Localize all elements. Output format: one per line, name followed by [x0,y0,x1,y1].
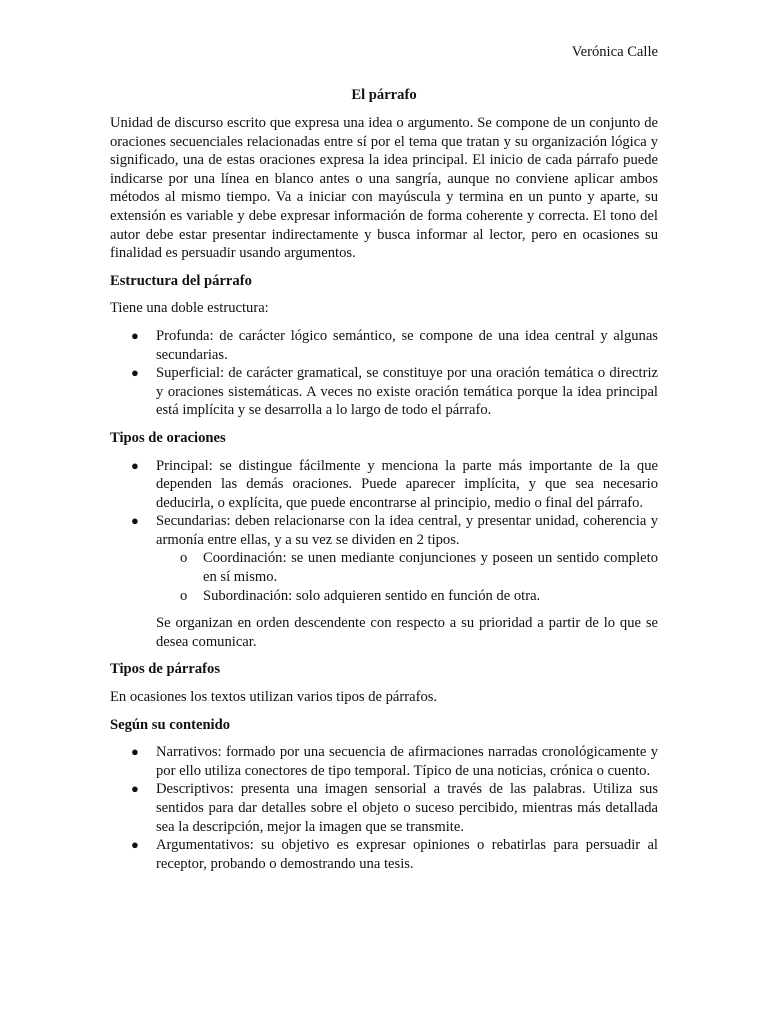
structure-heading: Estructura del párrafo [110,272,252,289]
list-item [110,780,658,836]
list-item [110,743,658,780]
list-item-text: Profunda: de carácter lógico semántico, se compone de una idea central y algunas secundarias. [156,327,658,363]
paragraph-types-heading: Tipos de párrafos [110,661,221,678]
document-body [110,114,658,882]
list-item [110,327,658,364]
bullet-icon: ● [131,837,139,853]
list-item-text: Superficial: de carácter gramatical, se constituye por una oración temática o directriz y oraciones sistemáticas. A veces no existe oración temática porque la idea principal está implícita y se desarrolla a lo largo de todo el párrafo. [156,365,658,419]
sentence-types-heading: Tipos de oraciones [110,429,226,446]
bullet-icon: ● [131,513,139,529]
list-item-text: Principal: se distingue fácilmente y menciona la parte más importante de la que dependen las demás oraciones. Puede aparecer implícita, y que sea necesario deducirla, o explícita, que puede encontrarse al principio, medio o final del párrafo. [156,457,658,511]
structure-list [110,327,658,420]
list-item [110,512,658,651]
document-title: El párrafo [351,87,417,103]
sub-list-item [156,587,658,606]
bullet-icon: ● [131,744,139,760]
bullet-icon: ● [131,781,139,797]
sentence-types-note: Se organizan en orden descendente con respecto a su prioridad a partir de lo que se desea comunicar. [156,615,658,650]
list-item-text: Secundarias: deben relacionarse con la idea central, y presentar unidad, coherencia y armonía entre ellas, y a su vez se dividen en 2 tipos. [156,513,658,548]
circle-bullet-icon: o [180,587,188,604]
by-content-list [110,743,658,873]
list-item-text: Argumentativos: su objetivo es expresar opiniones o rebatirlas para persuadir al receptor, probando o demostrando una tesis. [156,837,658,872]
list-item [110,364,658,420]
bullet-icon: ● [131,327,139,343]
structure-lead: Tiene una doble estructura: [110,300,269,317]
list-item-text: Narrativos: formado por una secuencia de afirmaciones narradas cronológicamente y por ello utiliza conectores de tipo temporal. Típico de una noticias, crónica o cuento. [156,744,658,779]
sub-list-item-text: Subordinación: solo adquieren sentido en función de otra. [203,587,541,604]
sentence-types-list [110,457,658,652]
paragraph-types-lead: En ocasiones los textos utilizan varios tipos de párrafos. [110,689,438,706]
sub-list-item [156,549,658,586]
intro-paragraph: Unidad de discurso escrito que expresa una idea o argumento. Se compone de un conjunto de oraciones secuenciales relacionadas entre sí por el tema que tratan y su organización lógica y significado, una de estas oraciones expresa la idea principal. El inicio de cada párrafo puede indicarse por una línea en blanco antes o una sangría, aunque no conviene aplicar ambos métodos al mismo tiempo. Va a iniciar con mayúscula y termina en un punto y aparte, su extensión es variable y debe expresar información de forma coherente y correcta. El tono del autor debe estar presentar indirectamente y busca informar al lector, pero en ocasiones su finalidad es persuadir usando argumentos. [110,115,658,262]
sub-list-item-text: Coordinación: se unen mediante conjunciones y poseen un sentido completo en sí mismo. [203,550,658,586]
bullet-icon: ● [131,457,139,473]
author-name: Verónica Calle [571,44,658,60]
list-item-text: Descriptivos: presenta una imagen sensorial a través de las palabras. Utiliza sus sentidos para dar detalles sobre el objeto o suceso percibido, mientras más detallada sea la descripción, mejor la imagen que se transmite. [156,781,658,835]
bullet-icon: ● [131,365,139,381]
sentence-subtypes-list [156,549,658,605]
list-item [110,836,658,873]
circle-bullet-icon: o [180,550,188,567]
by-content-heading: Según su contenido [110,716,231,733]
list-item [110,457,658,513]
